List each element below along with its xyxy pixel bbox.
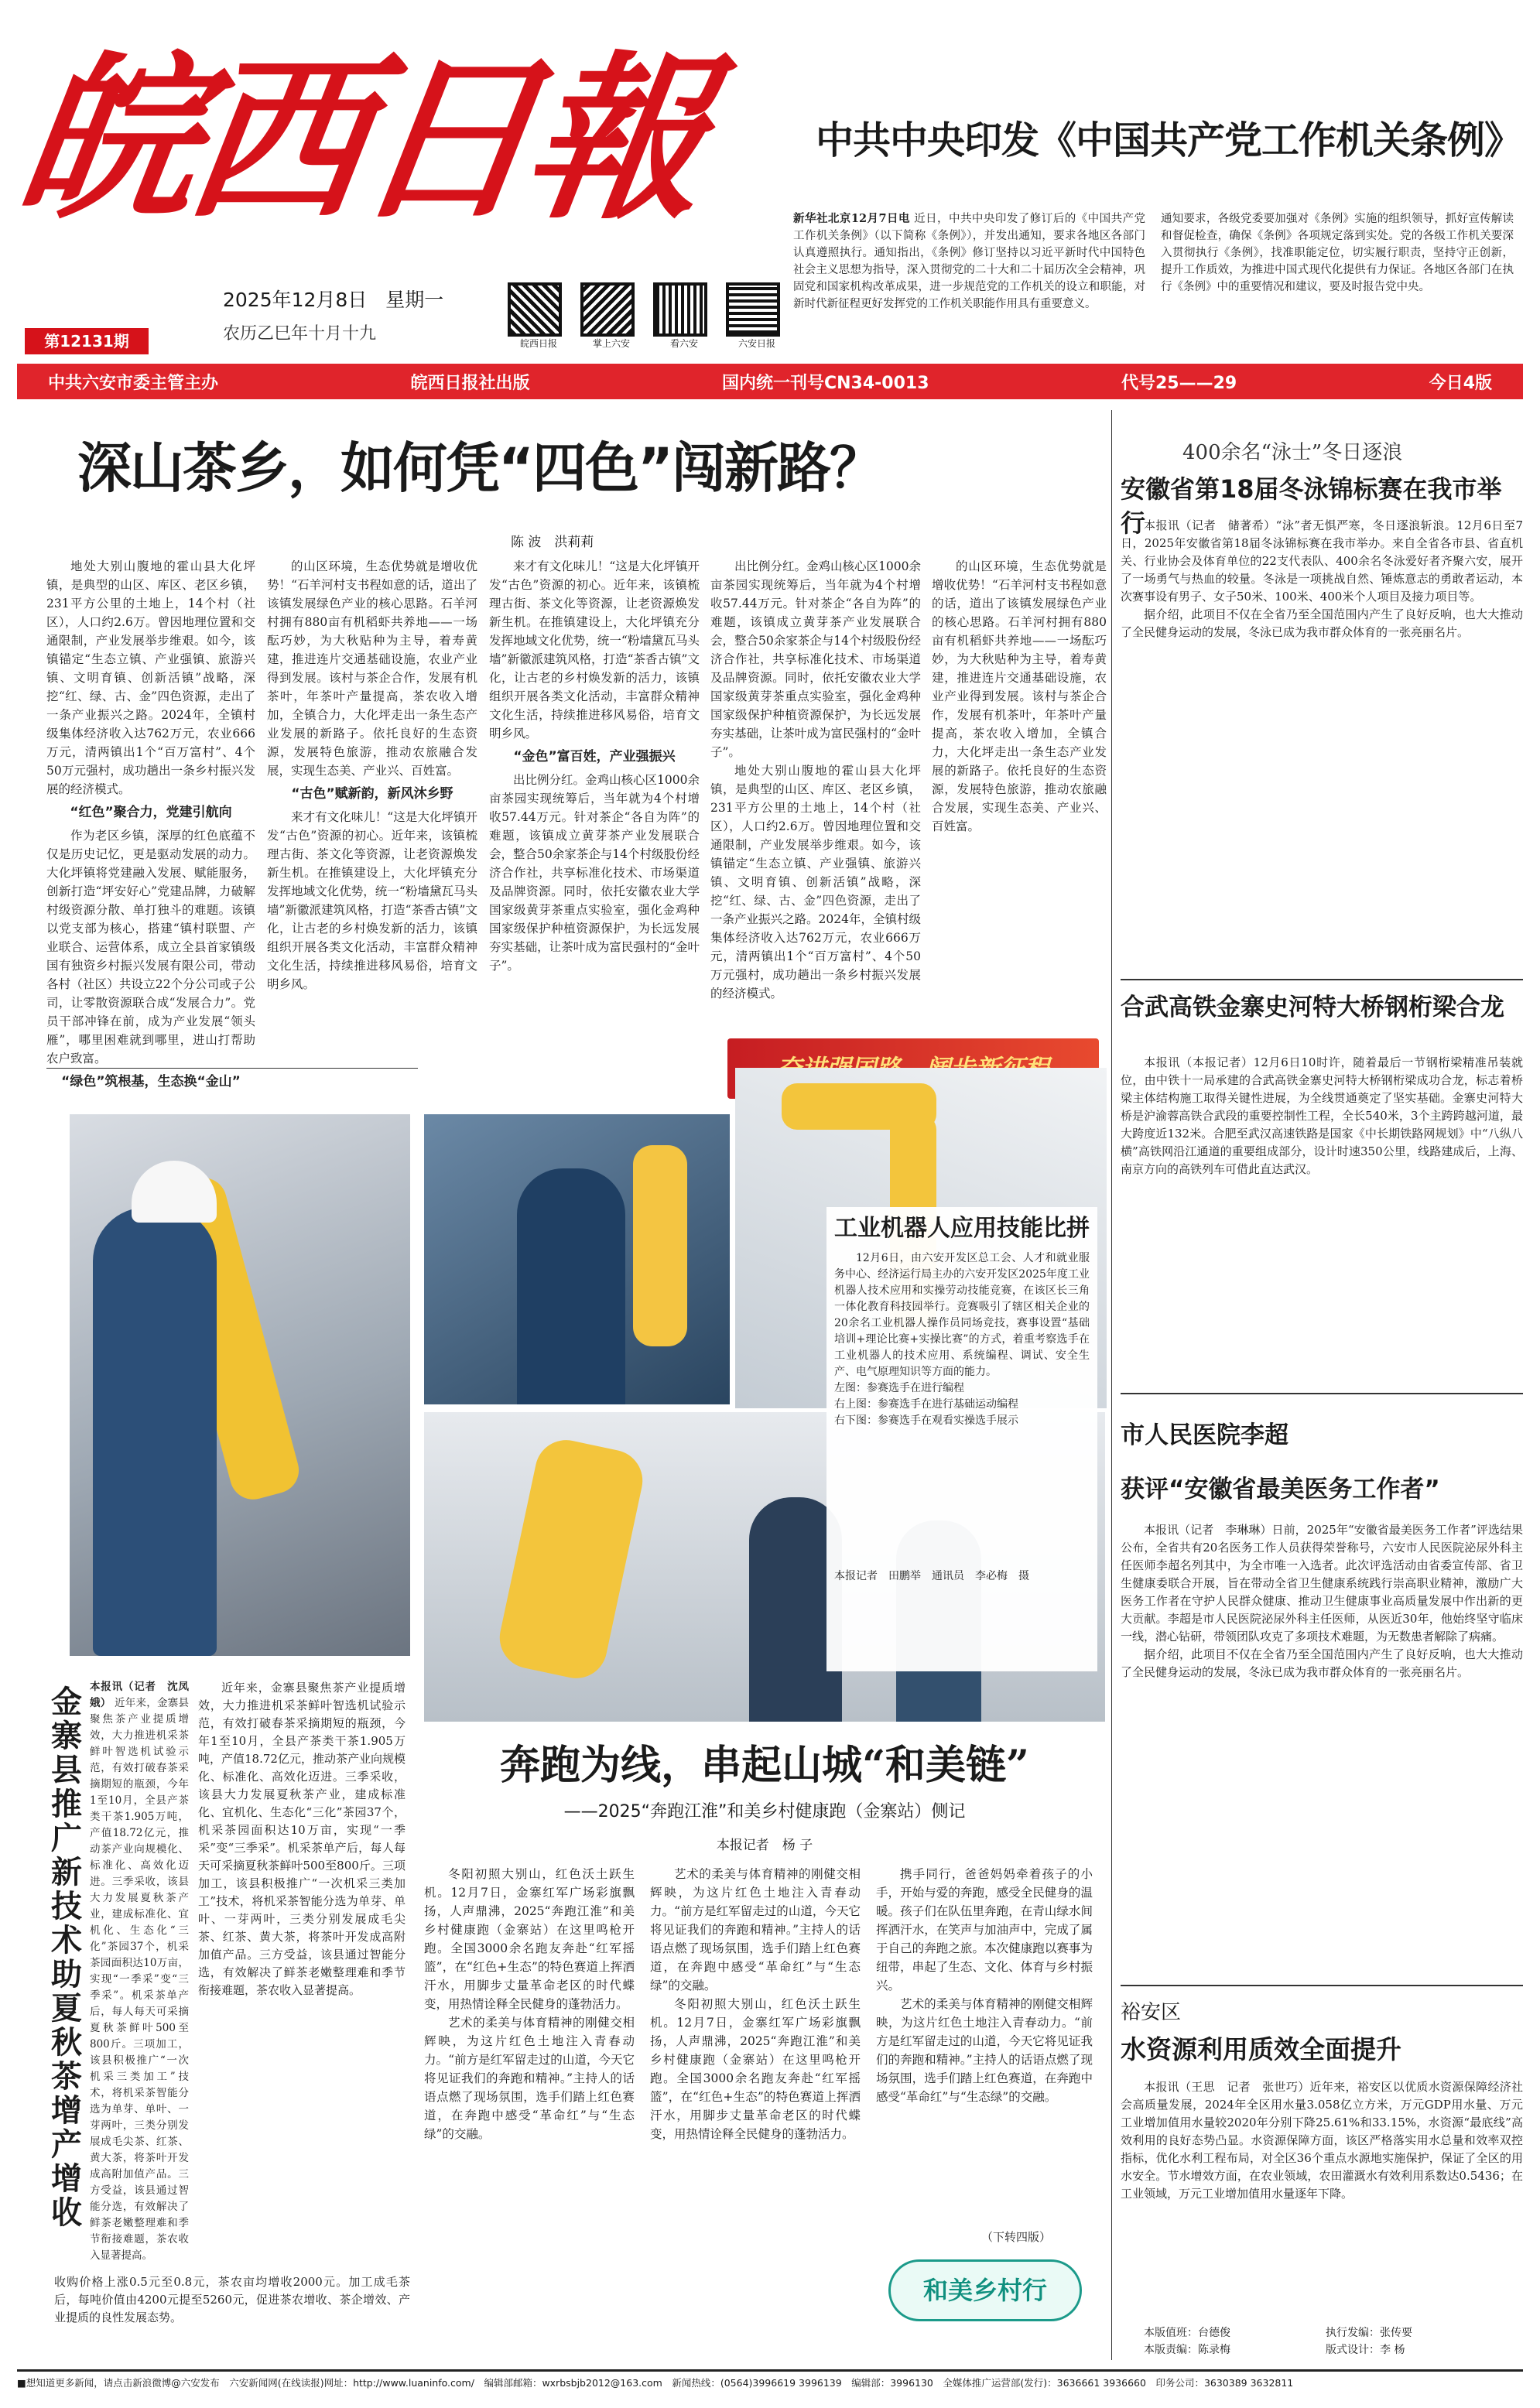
hospital-body <box>1121 1521 1523 1978</box>
qr-label: 掌上六安 <box>592 338 630 349</box>
editor-role: 版式设计 <box>1326 2344 1369 2356</box>
logo-text: 皖西日報 <box>7 35 711 244</box>
swim-title[interactable]: 安徽省第18届冬泳锦标赛在我市举行 <box>1121 474 1502 538</box>
paragraph: 本报讯（本报记者）12月6日10时许，随着最后一节钢桁梁精准吊装就位，由中铁十一局承建的合武高铁金寨史河特大桥钢桁梁成功合龙，标志着桥梁主体结构施工取得关键性进展，为全线贯通奠定了坚实基础。金寨史河特大桥是沪渝蓉高铁合武段的重要控制性工程，全长540米，3个主跨跨越河道，最大跨度近132米。合肥至武汉高速铁路是国家《中长期铁路网规划》中“八纵八横”高铁网沿江通道的重要组成部分，设计时速350公里，线路建成后，上海、南京方向的高铁列车可借此直达武汉。 <box>1121 1055 1523 1176</box>
badge-hemei <box>888 2259 1082 2321</box>
editor-name: 李 杨 <box>1380 2344 1405 2356</box>
tea-tail: 收购价格上涨0.5元至0.8元，茶农亩均增收2000元。加工成毛茶后，每吨价值由4200元提至5260元，促进茶农增收、茶企增效、产业提质的良性发展态势。 <box>54 2275 410 2324</box>
newspaper-logo <box>7 23 734 255</box>
paragraph: 出比例分红。金鸡山核心区1000余亩茶园实现统筹后，当年就为4个村增收57.44万元。针对茶企“各自为阵”的难题，该镇成立黄芽茶产业发展联合会，整合50余家茶企与14个村级股份经济合作社，共享标准化技术、市场渠道及品牌资源。同时，依托安徽农业大学国家级黄芽茶重点实验室，强化金鸡种国家级保护种植资源保护，为长远发展夯实基础，让茶叶成为富民强村的“金叶子”。 <box>710 559 921 759</box>
paragraph: 据介绍，此项目不仅在全省乃至全国范围内产生了良好反响，也大大推动了全民健身运动的发展，冬泳已成为我市群众体育的一张亮丽名片。 <box>1121 607 1523 639</box>
paragraph: 作为老区乡镇，深厚的红色底蕴不仅是历史记忆，更是驱动发展的动力。大化坪镇将党建融入发展、赋能服务，创新打造“坪安好心”党建品牌，力破解村级资源分散、单打独斗的难题。该镇以党支部为核心，搭建“镇村联盟、产业联合、运营体系，成立全县首家镇级国有独资乡村振兴发展有限公司，带动各村（社区）共设立22个分公司或子公司，让零散资源联合成“发展合力”。党员干部冲锋在前，成为产业发展“领头雁”，哪里困难就到哪里，进山打帮助农户致富。 <box>46 829 255 1065</box>
divider <box>1121 1393 1523 1394</box>
photo-caption-box <box>826 1207 1097 1671</box>
paragraph: 冬阳初照大别山，红色沃土跃生机。12月7日，金寨红军广场彩旗飘扬，人声鼎沸，2025“奔跑江淮”和美乡村健康跑（金寨站）在这里鸣枪开跑。全国3000余名跑友奔赴“红军摇篮”，在“红色+生态”的特色赛道上挥洒汗水，用脚步丈量革命老区的时代蝶变，用热情诠释全民健身的蓬勃活力。 <box>650 1997 861 2141</box>
paragraph: 地处大别山腹地的霍山县大化坪镇，是典型的山区、库区、老区乡镇，231平方公里的土地上，14个村（社区），人口约2.6万。曾因地理位置和交通限制，产业发展举步维艰。如今，该镇锚定“生态立镇、产业强镇、旅游兴镇、文明育镇、创新活镇”战略，深挖“红、绿、古、金”四色资源，走出了一条产业振兴之路。2024年，全镇村级集体经济收入达762万元，农业666万元，清两镇出1个“百万富村”、4个50万元强村，成功趟出一条乡村振兴发展的经济模式。 <box>710 764 921 1000</box>
lunar-date: 农历乙巳年十月十九 <box>223 324 377 344</box>
section-divider <box>46 1068 418 1069</box>
editor-name: 陈录梅 <box>1198 2344 1230 2356</box>
caption-line: 左图：参赛选手在进行编程 <box>834 1382 964 1394</box>
robot-arm-shape <box>494 1435 648 1685</box>
qr-label: 皖西日报 <box>519 338 557 349</box>
subhead: “古色”赋新韵，新风沐乡野 <box>291 786 453 802</box>
info-publisher: 皖西日报社出版 <box>410 373 530 393</box>
person-shape <box>517 1168 625 1404</box>
qr-icon <box>653 282 707 337</box>
qr-code-group <box>508 282 794 360</box>
swim-tag: 400余名“泳士”冬日逐浪 <box>1182 441 1403 464</box>
swim-body <box>1121 517 1523 973</box>
hospital-title[interactable]: 市人民医院李超 获评“安徽省最美医务工作者” <box>1121 1421 1440 1503</box>
weekday-text: 星期一 <box>385 289 444 311</box>
tea-story <box>46 1670 410 2366</box>
caption-line: 右下图：参赛选手在观看实操选手展示 <box>834 1414 1018 1427</box>
tea-title[interactable]: 金寨县推广新技术助夏秋茶增产增收 <box>51 1685 82 2231</box>
badge-text: 和美乡村行 <box>922 2276 1047 2305</box>
paragraph: 的山区环境，生态优势就是增收优势！“石羊河村支书程如意的话，道出了该镇发展绿色产业的核心思路。石羊河村拥有880亩有机稻虾共养地——一场酝巧妙，为大秋贴种为主导，着寿黄建，推进连片交通基础设施，农业产业得到发展。该村与茶企合作，发展有机茶叶，年茶叶产量提高，茶农收入增加，全镇合力，大化坪走出一条生态产业发展的新路子。依托良好的生态资源，发展特色旅游，推动农旅融合发展，实现生态美、产业兴、百姓富。 <box>932 559 1107 833</box>
feature-col5 <box>932 557 1107 1029</box>
editor-box <box>1144 2324 1507 2358</box>
dateline: 新华社北京12月7日电 <box>793 212 910 225</box>
editor-role: 本版责编 <box>1144 2344 1187 2356</box>
issue-number-badge <box>25 328 149 354</box>
editor-role: 本版值班 <box>1144 2327 1187 2339</box>
paragraph: 艺术的柔美与体育精神的刚健交相辉映，为这片红色土地注入青春动力。“前方是红军留走过的山道，今天它将见证我们的奔跑和精神。”主持人的话语点燃了现场氛围，选手们踏上红色赛道，在奔跑中感受“革命红”与“生态绿”的交融。 <box>876 1997 1093 2104</box>
editor-name: 台德俊 <box>1198 2327 1230 2339</box>
info-code: 代号25——29 <box>1121 373 1237 393</box>
caption-paragraph: 12月6日，由六安开发区总工会、人才和就业服务中心、经济运行局主办的六安开发区2025年度工业机器人技术应用和实操劳动技能竞赛，在该区长三角一体化教育科技园举行。竞赛吸引了辖区相关企业的20余名工业机器人操作员同场竞技，赛事设置“基础培训+理论比赛+实操比赛”的方式，着重考察选手在工业机器人的技术应用、系统编程、调试、安全生产、电气原理知识等方面的能力。 <box>834 1252 1090 1378</box>
paragraph: 的山区环境，生态优势就是增收优势！“石羊河村支书程如意的话，道出了该镇发展绿色产业的核心思路。石羊河村拥有880亩有机稻虾共养地——一场酝巧妙，为大秋贴种为主导，着寿黄建，推进连片交通基础设施，农业产业得到发展。该村与茶企合作，发展有机茶叶，年茶叶产量提高，茶农收入增加，全镇合力，大化坪走出一条生态产业发展的新路子。依托良好的生态资源，发展特色旅游，推动农旅融合发展，实现生态美、产业兴、百姓富。 <box>267 559 477 778</box>
tea-text: 近年来，金寨县聚焦茶产业提质增效，大力推进机采茶鲜叶智选机试验示范，有效打破春茶采摘期短的瓶颈，今年1至10月，全县产茶类干茶1.905万吨，产值18.72亿元，推动茶产业向规模化、标准化、高效化迈进。三季采收，该县大力发展夏秋茶产业，建成标准化、宜机化、生态化“三化”茶园37个，机采茶园面积达10万亩，实现“一季采”变“三季采”。机采茶单产后，每人每天可采摘夏秋茶鲜叶500至800斤。三项加工，该县积极推广“一次机采三类加工”技术，将机采茶智能分选为单芽、单叶、一芽两叶，三类分别发展成毛尖茶、红茶、黄大茶，将茶叶开发成高附加值产品。三方受益，该县通过智能分选，有效解决了鲜茶老嫩整理难和季节衔接难题，茶农收入显著提高。 <box>90 1697 189 2262</box>
paragraph: 来才有文化味儿！“这是大化坪镇开发“古色”资源的初心。近年来，该镇梳理古街、茶文化等资源，让老资源焕发新生机。在推镇建设上，大化坪镇充分发挥地域文化优势，统一“粉墙黛瓦马头墙”新徽派建筑风格，打造“茶香古镇”文化，让古老的乡村焕发新的活力，该镇组织开展各类文化活动，丰富群众精神文化生活，持续推进移风易俗，培育文明乡风。 <box>489 559 700 741</box>
paragraph: 来才有文化味儿！“这是大化坪镇开发“古色”资源的初心。近年来，该镇梳理古街、茶文化等资源，让老资源焕发新生机。在推镇建设上，大化坪镇充分发挥地域文化优势，统一“粉墙黛瓦马头墙”新徽派建筑风格，打造“茶香古镇”文化，让古老的乡村焕发新的活力，该镇组织开展各类文化活动，丰富群众精神文化生活，持续推进移风易俗，培育文明乡风。 <box>267 810 477 991</box>
info-cn-number: 国内统一刊号CN34-0013 <box>721 373 929 393</box>
feature-col2 <box>267 557 477 1207</box>
feature-col1 <box>46 557 255 1207</box>
right-column <box>1121 410 1523 2360</box>
editor-line: 本版值班：台德俊 <box>1144 2327 1230 2339</box>
photo-main-left <box>70 1114 410 1656</box>
feature-col4 <box>710 557 921 1029</box>
helmet-shape <box>132 1161 217 1223</box>
paragraph: 据介绍，此项目不仅在全省乃至全国范围内产生了良好反响，也大大推动了全民健身运动的发展，冬泳已成为我市群众体育的一张亮丽名片。 <box>1121 1647 1523 1679</box>
issue-date <box>223 285 443 313</box>
paragraph: 冬阳初照大别山，红色沃土跃生机。12月7日，金寨红军广场彩旗飘扬，人声鼎沸，2025“奔跑江淮”和美乡村健康跑（金寨站）在这里鸣枪开跑。全国3000余名跑友奔赴“红军摇篮”，在“红色+生态”的特色赛道上挥洒汗水，用脚步丈量革命老区的时代蝶变，用热情诠释全民健身的蓬勃活力。 <box>424 1867 635 2011</box>
lead-headline[interactable]: 中共中央印发《中国共产党工作机关条例》 <box>815 118 1521 162</box>
caption-body <box>834 1250 1090 1560</box>
editor-role: 执行发编 <box>1326 2327 1369 2339</box>
feature-byline: 陈 波 洪莉莉 <box>511 535 594 550</box>
qr-icon <box>580 282 635 337</box>
qr-code[interactable] <box>508 282 570 360</box>
paragraph: 本报讯（记者 李琳琳）日前，2025年“安徽省最美医务工作者”评选结果公布，全省共有20名医务工作人员获得荣誉称号，六安市人民医院泌尿外科主任医师李超名列其中，为全市唯一入选者。此次评选活动由省委宣传部、省卫生健康委联合开展，旨在带动全省卫生健康系统践行崇高职业精神，激励广大医务工作者在守护人民群众健康、推动卫生健康事业高质量发展中作出新的更大贡献。李超是市人民医院泌尿外科主任医师，从医近30年，他始终坚守临床一线，潜心钻研，带领团队攻克了多项技术难题，为无数患者解除了病痛。 <box>1121 1523 1523 1644</box>
person-shape <box>93 1207 217 1656</box>
paragraph: 携手同行，爸爸妈妈牵着孩子的小手，开始与爱的奔跑，感受全民健身的温暖。孩子们在队伍里奔跑，在青山绿水间挥洒汗水，在笑声与加油声中，完成了属于自己的奔跑之旅。本次健康跑以赛事为纽带，串起了生态、文化、体育与乡村振兴。 <box>876 1867 1093 1992</box>
issue-number: 第12131期 <box>44 332 129 351</box>
info-bar <box>17 364 1523 399</box>
footer-text: ■想知道更多新闻，请点击新浪微博@六安发布 六安新闻网(在线读报)网址：http://www.luaninfo.com/ 编辑部邮箱：wxrbsbjb2012@163.com 新闻热线：(0564)3996619 3996139 编辑部：3996130 全媒体推广运营部(发行)：3636661 3936660 印务公司：3630389 3632811 <box>17 2377 1294 2389</box>
bridge-title[interactable]: 合武高铁金寨史河特大桥钢桁梁合龙 <box>1121 994 1504 1021</box>
yuan-tag: 裕安区 <box>1121 2001 1182 2024</box>
water-body <box>1121 2078 1523 2320</box>
bridge-body <box>1121 1054 1523 1387</box>
divider <box>1121 1985 1523 1986</box>
run-col2 <box>650 1865 861 2352</box>
caption-title[interactable]: 工业机器人应用技能比拼 <box>834 1215 1090 1242</box>
tea-body <box>90 1679 189 2337</box>
editor-line: 版式设计：李 杨 <box>1326 2344 1405 2356</box>
run-col3 <box>876 1865 1093 2228</box>
paragraph: 艺术的柔美与体育精神的刚健交相辉映，为这片红色土地注入青春动力。“前方是红军留走过的山道，今天它将见证我们的奔跑和精神。”主持人的话语点燃了现场氛围，选手们踏上红色赛道，在奔跑中感受“革命红”与“生态绿”的交融。 <box>650 1867 861 1992</box>
tea-body-col2 <box>198 1679 406 2267</box>
paragraph: 艺术的柔美与体育精神的刚健交相辉映，为这片红色土地注入青春动力。“前方是红军留走过的山道，今天它将见证我们的奔跑和精神。”主持人的话语点燃了现场氛围，选手们踏上红色赛道，在奔跑中感受“革命红”与“生态绿”的交融。 <box>424 2016 635 2141</box>
paragraph: 地处大别山腹地的霍山县大化坪镇，是典型的山区、库区、老区乡镇，231平方公里的土地上，14个村（社区），人口约2.6万。曾因地理位置和交通限制，产业发展举步维艰。如今，该镇锚定“生态立镇、产业强镇、旅游兴镇、文明育镇、创新活镇”战略，深挖“红、绿、古、金”四色资源，走出了一条产业振兴之路。2024年，全镇村级集体经济收入达762万元，农业666万元，清两镇出1个“百万富村”、4个50万元强村，成功趟出一条乡村振兴发展的经济模式。 <box>46 559 255 796</box>
run-col1 <box>424 1865 635 2352</box>
photo-top-right <box>424 1114 730 1404</box>
continued-note[interactable]: （下转四版） <box>981 2230 1052 2244</box>
divider <box>1121 979 1523 980</box>
paragraph: 本报讯（记者 储著希）“泳”者无惧严寒，冬日逐浪斩浪。12月6日至7日，2025年安徽省第18届冬泳锦标赛在我市举办。来自全省各市县、省直机关、行业协会及体育单位的22支代表队、400余名冬泳爱好者齐聚六安，展开了一场勇气与热血的较量。冬泳是一项挑战自然、锤炼意志的勇敢者运动，本次赛事设有男子、女子50米、100米、400米个人项目及接力项目等。 <box>1121 518 1523 604</box>
run-story <box>424 1726 1105 2360</box>
column-divider <box>1111 410 1112 2360</box>
footer-bar <box>17 2369 1523 2396</box>
run-title[interactable]: 奔跑为线，串起山城“和美链” <box>500 1742 1029 1789</box>
editor-line: 本版责编：陈录梅 <box>1144 2344 1230 2356</box>
qr-icon <box>508 282 562 337</box>
editor-line: 执行发编：张传要 <box>1326 2327 1412 2339</box>
lead-story-col2: 通知要求，各级党委要加强对《条例》实施的组织领导，抓好宣传解读和督促检查，确保《条例》各项规定落到实处。党的各级工作机关要深入贯彻执行《条例》，找准职能定位，切实履行职责，坚持守正创新，提升工作质效，为推进中国式现代化提供有力保证。各地区各部门在执行《条例》中的重要情况和建议，要及时报告党中央。 <box>1161 213 1514 293</box>
run-byline: 本报记者 杨 子 <box>716 1838 813 1853</box>
lead-text: 近日，中共中央印发了修订后的《中国共产党工作机关条例》（以下简称《条例》），并发出通知，要求各地区各部门认真遵照执行。通知指出，《条例》修订坚持以习近平新时代中国特色社会主义思想为指导，深入贯彻党的二十大和二十届历次全会精神，巩固党和国家机构改革成果，进一步规范党的工作机关的设立和职能，对新时代新征程更好发挥党的工作机关职能作用具有重要意义。 <box>793 213 1146 310</box>
run-subtitle: ——2025“奔跑江淮”和美乡村健康跑（金寨站）侧记 <box>563 1802 966 1821</box>
qr-code[interactable] <box>580 282 642 360</box>
paragraph: 出比例分红。金鸡山核心区1000余亩茶园实现统筹后，当年就为4个村增收57.44万元。针对茶企“各自为阵”的难题，该镇成立黄芽茶产业发展联合会，整合50余家茶企与14个村级股份经济合作社，共享标准化技术、市场渠道及品牌资源。同时，依托安徽农业大学国家级黄芽茶重点实验室，强化金鸡种国家级保护种植资源保护，为长远发展夯实基础，让茶叶成为富民强村的“金叶子”。 <box>489 773 700 973</box>
date-text: 2025年12月8日 <box>223 289 368 311</box>
tea-text: 近年来，金寨县聚焦茶产业提质增效，大力推进机采茶鲜叶智选机试验示范，有效打破春茶采摘期短的瓶颈，今年1至10月，全县产茶类干茶1.905万吨，产值18.72亿元，推动茶产业向规模化、标准化、高效化迈进。三季采收，该县大力发展夏秋茶产业，建成标准化、宜机化、生态化“三化”茶园37个，机采茶园面积达10万亩，实现“一季采”变“三季采”。机采茶单产后，每人每天可采摘夏秋茶鲜叶500至800斤。三项加工，该县积极推广“一次机采三类加工”技术，将机采茶智能分选为单芽、单叶、一芽两叶，三类分别发展成毛尖茶、红茶、黄大茶，将茶叶开发成高附加值产品。三方受益，该县通过智能分选，有效解决了鲜茶老嫩整理难和季节衔接难题，茶农收入显著提高。 <box>198 1681 406 1997</box>
qr-icon <box>726 282 780 337</box>
subhead: “金色”富百姓，产业强振兴 <box>513 749 676 764</box>
editor-name: 张传要 <box>1380 2327 1412 2339</box>
tea-dateline: 本报讯（记者 沈凤娥） <box>90 1681 189 1709</box>
subhead: “红色”聚合力，党建引航向 <box>70 805 232 820</box>
feature-col3 <box>489 557 700 1207</box>
lead-story-col1 <box>793 210 1145 313</box>
caption-line: 右上图：参赛选手在进行基础运动编程 <box>834 1398 1018 1411</box>
robot-arm-shape <box>633 1145 687 1346</box>
qr-code[interactable] <box>653 282 715 360</box>
info-pages: 今日4版 <box>1429 373 1492 393</box>
water-title[interactable]: 水资源利用质效全面提升 <box>1121 2034 1401 2064</box>
qr-label: 看六安 <box>669 338 698 349</box>
feature-title[interactable]: 深山茶乡，如何凭“四色”闯新路？ <box>77 436 883 500</box>
qr-label: 六安日报 <box>737 338 775 349</box>
info-sponsor: 中共六安市委主管主办 <box>48 373 219 393</box>
paragraph: 本报讯（王思 记者 张世巧）近年来，裕安区以优质水资源保障经济社会高质量发展，2024年全区用水量3.058亿立方米，万元GDP用水量、万元工业增加值用水量较2020年分别下降25.61%和33.15%，水资源“最底线”高效利用的良好态势凸显。水资源保障方面，该区严格落实用水总量和效率双控指标，优化水利工程布局，对全区36个重点水源地实施保护，保证了全区的用水安全。节水增效方面，在农业领域，农田灌溉水有效利用系数达0.5436；在工业领域，万元工业增加值用水量逐年下降。 <box>1121 2080 1523 2201</box>
masthead <box>0 0 1540 364</box>
subhead: “绿色”筑根基，生态换“金山” <box>61 1074 241 1089</box>
qr-code[interactable] <box>726 282 788 360</box>
photo-credits: 本报记者 田鹏举 通讯员 李必梅 摄 <box>834 1570 1029 1582</box>
